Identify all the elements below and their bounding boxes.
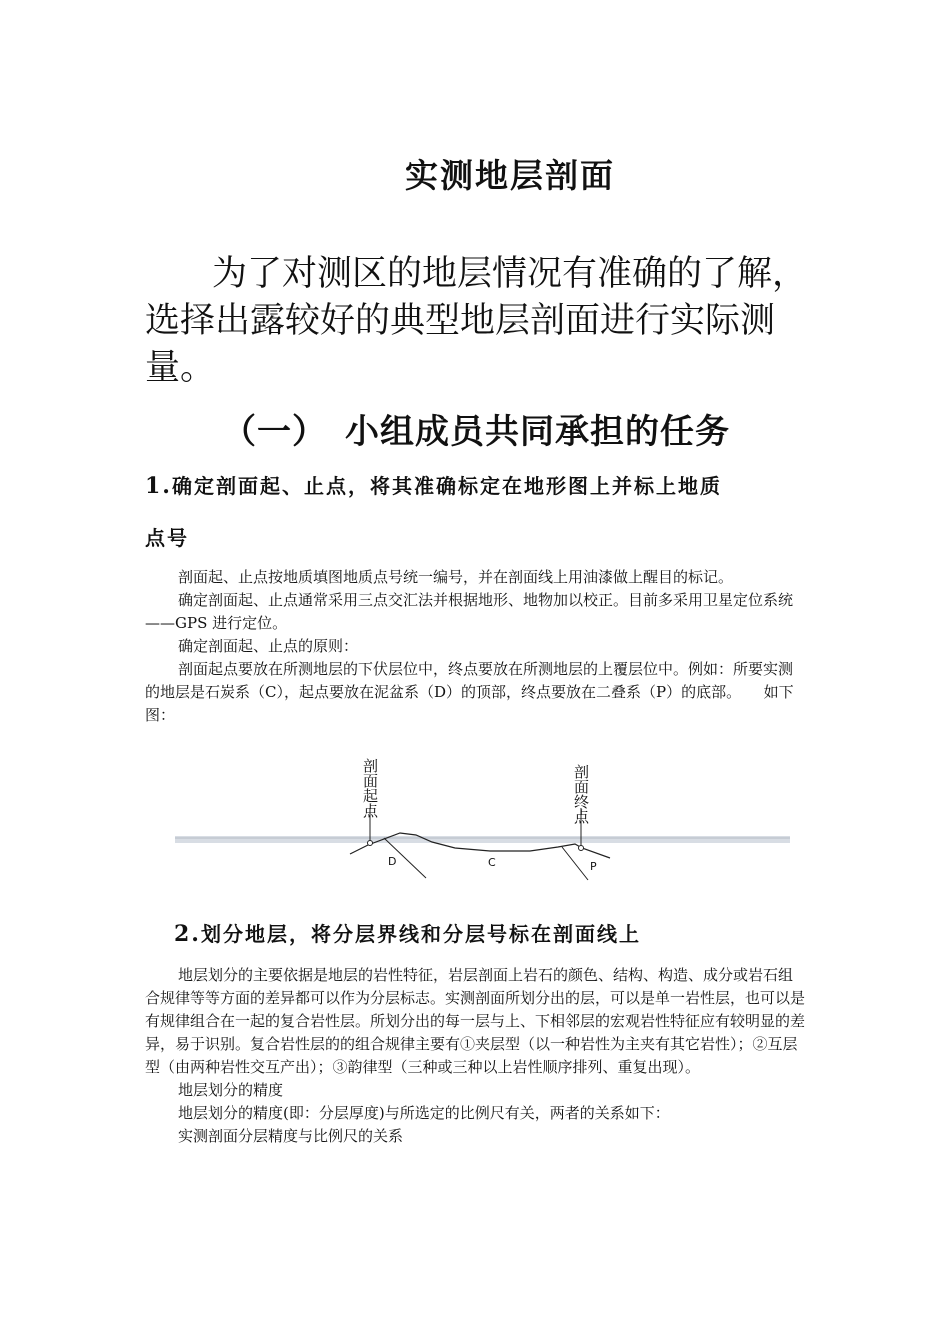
unit-label-d: D [388, 855, 397, 868]
ground-surface [175, 836, 790, 843]
intro-line: 选择出露较好的典型地层剖面进行实际测 [145, 301, 776, 341]
paragraph: 确定剖面起、止点的原则： [178, 637, 359, 655]
item2-heading-text: 划分地层，将分层界线和分层号标在剖面线上 [200, 922, 641, 946]
item1-heading [145, 470, 722, 499]
item2-heading [174, 918, 641, 947]
paragraph: 实测剖面分层精度与比例尺的关系 [178, 1127, 404, 1145]
paragraph: 地层划分的精度 [178, 1081, 284, 1099]
item1-heading-line1: 确定剖面起、止点，将其准确标定在地形图上并标上地质 [171, 474, 722, 498]
unit-label-p: P [590, 860, 597, 873]
profile-diagram [170, 748, 795, 888]
intro-line: 量。 [145, 348, 216, 388]
paragraph: 剖面起点要放在所测地层的下伏层位中，终点要放在所测地层的上覆层位中。例如：所要实测的地层是石炭系（C），起点要放在泥盆系（D）的顶部，终点要放在二叠系（P）的底部。 如下图： [145, 660, 794, 724]
start-label: 剖面起点 [361, 758, 379, 818]
paragraph: 地层划分的精度(即：分层厚度)与所选定的比例尺有关，两者的关系如下： [178, 1104, 670, 1122]
paragraph: 确定剖面起、止点通常采用三点交汇法并根据地形、地物加以校正。目前多采用卫星定位系统——GPS 进行定位。 [145, 591, 794, 632]
item2-body [145, 964, 807, 1148]
unit-label-c: C [488, 856, 496, 869]
p-boundary-line [562, 847, 588, 880]
section-heading: （一） 小组成员共同承担的任务 [222, 412, 730, 452]
page-title: 实测地层剖面 [405, 156, 615, 195]
item2-number: 2. [174, 921, 201, 947]
item1-heading-cont: 点号 [145, 526, 189, 550]
item1-body [145, 566, 807, 727]
paragraph: 地层划分的主要依据是地层的岩性特征，岩层剖面上岩石的颜色、结构、构造、成分或岩石组合规律等等方面的差异都可以作为分层标志。实测剖面所划分出的层，可以是单一岩性层，也可以是有规律组合在一起的复合岩性层。所划分出的每一层与上、下相邻层的宏观岩性特征应有较明显的差异，易于识别。复合岩性层的的组合规律主要有①夹层型（以一种岩性为主夹有其它岩性）；②互层型（由两种岩性交互产出）；③韵律型（三种或三种以上岩性顺序排列、重复出现）。 [145, 966, 806, 1076]
end-point [579, 846, 584, 851]
paragraph: 剖面起、止点按地质填图地质点号统一编号，并在剖面线上用油漆做上醒目的标记。 [178, 568, 734, 586]
end-label: 剖面终点 [572, 764, 590, 824]
intro-paragraph [145, 251, 815, 392]
start-point [368, 841, 373, 846]
item1-number: 1. [145, 473, 172, 499]
intro-line: 为了对测区的地层情况有准确的了解， [212, 254, 808, 294]
